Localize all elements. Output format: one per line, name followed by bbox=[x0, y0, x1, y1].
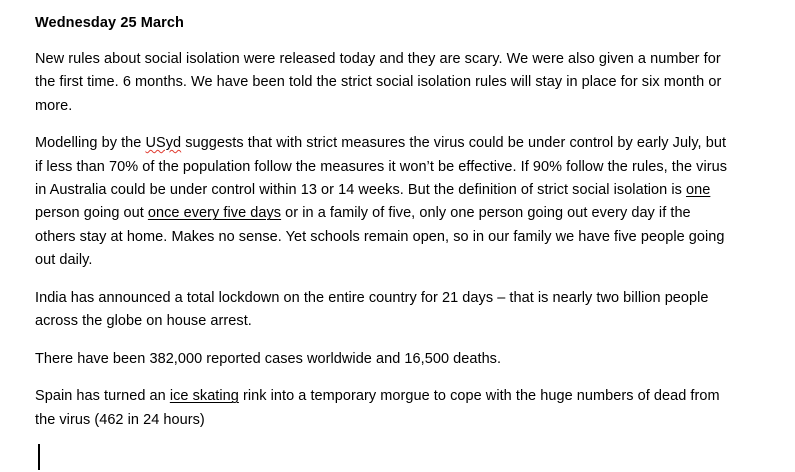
spelling-error-text: USyd bbox=[145, 135, 182, 152]
underlined-text: ice skating bbox=[169, 388, 239, 405]
underlined-text: once every five days bbox=[147, 205, 282, 222]
document-body bbox=[35, 48, 735, 433]
underlined-text: one bbox=[686, 181, 711, 198]
para-case-counts: There have been 382,000 reported cases worldwide and 16,500 deaths. bbox=[35, 350, 502, 367]
para-modelling: Modelling by the USyd suggests that with strict measures the virus could be under control by early July, but if less than 70% of the population follow the measures it won’t be effective. If 90% follow the rules, the virus in Australia could be under control within 13 or 14 weeks. But the definition of strict social isolation is one person going out once every five days or in a family of five, only one person going out every day if the others stay at home. Makes no sense. Yet schools remain open, so in our family we have five people going out daily. bbox=[35, 135, 728, 269]
text-cursor-line[interactable] bbox=[35, 444, 735, 472]
page-title: Wednesday 25 March bbox=[35, 15, 185, 31]
para-india-lockdown: India has announced a total lockdown on the entire country for 21 days – that is nearly two billion people across the globe on house arrest. bbox=[35, 289, 709, 330]
para-spain-morgue: Spain has turned an ice skating rink into a temporary morgue to cope with the huge numbers of dead from the virus (462 in 24 hours) bbox=[35, 388, 720, 428]
para-social-isolation-rules: New rules about social isolation were released today and they are scary. We were also given a number for the first time. 6 months. We have been told the strict social isolation rules will stay in place for six month or more. bbox=[35, 50, 722, 114]
text-caret bbox=[38, 444, 40, 470]
